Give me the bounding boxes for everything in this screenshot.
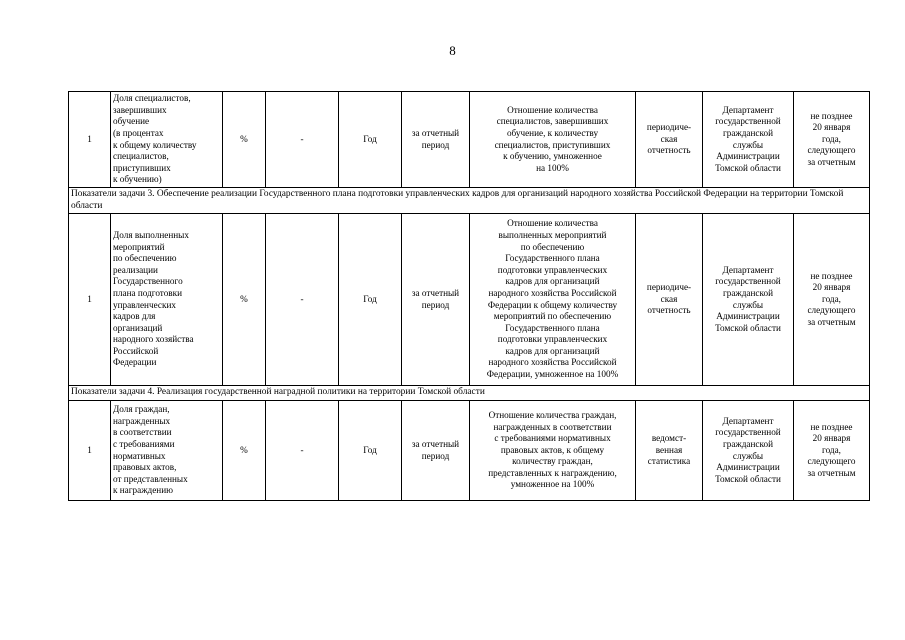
calculation-method-cell: Отношение количества выполненных мероприятий по обеспечению Государственного плана подготовки управленческих кадров для организаций народного хозяйства Российской Федерации к общему количеству мероприятий по обеспечению Государственного плана подготовки управленческих кадров для организаций народного хозяйства Российской Федерации, умноженное на 100% [470,214,636,386]
indicator-name-cell: Доля граждан, награжденных в соответствии с требованиями нормативных правовых актов, от представленных к награждению [111,401,223,501]
data-source-cell: периодиче- ская отчетность [636,92,703,188]
row-number-cell: 1 [69,92,111,188]
section-header-row [69,188,870,214]
page-number: 8 [449,43,456,58]
section-header: Показатели задачи 4. Реализация государственной наградной политики на территории Томской области [69,386,870,401]
time-characteristic-cell: за отчетный период [402,214,470,386]
deadline-cell: не позднее 20 января года, следующего за отчетным [794,92,870,188]
periodicity-cell: Год [339,401,402,501]
responsible-department-cell: Департамент государственной гражданской службы Администрации Томской области [703,214,794,386]
unit-cell: % [223,401,266,501]
data-source-cell: периодиче- ская отчетность [636,214,703,386]
time-characteristic-cell: за отчетный период [402,401,470,501]
row-number-cell: 1 [69,401,111,501]
dash-cell: - [266,92,339,188]
table-row [69,214,870,386]
responsible-department-cell: Департамент государственной гражданской службы Администрации Томской области [703,92,794,188]
unit-cell: % [223,92,266,188]
indicators-table [68,91,870,501]
unit-cell: % [223,214,266,386]
time-characteristic-cell: за отчетный период [402,92,470,188]
responsible-department-cell: Департамент государственной гражданской службы Администрации Томской области [703,401,794,501]
dash-cell: - [266,401,339,501]
table-row [69,92,870,188]
periodicity-cell: Год [339,92,402,188]
periodicity-cell: Год [339,214,402,386]
section-header-row [69,386,870,401]
table-row [69,401,870,501]
dash-cell: - [266,214,339,386]
indicator-name-cell: Доля выполненных мероприятий по обеспечению реализации Государственного плана подготовки управленческих кадров для организаций народного хозяйства Российской Федерации [111,214,223,386]
indicator-name-cell: Доля специалистов, завершивших обучение (в процентах к общему количеству специалистов, приступивших к обучению) [111,92,223,188]
data-source-cell: ведомст- венная статистика [636,401,703,501]
deadline-cell: не позднее 20 января года, следующего за отчетным [794,401,870,501]
calculation-method-cell: Отношение количества граждан, награжденных в соответствии с требованиями нормативных правовых актов, к общему количеству граждан, представленных к награждению, умноженное на 100% [470,401,636,501]
deadline-cell: не позднее 20 января года, следующего за отчетным [794,214,870,386]
row-number-cell: 1 [69,214,111,386]
calculation-method-cell: Отношение количества специалистов, завершивших обучение, к количеству специалистов, приступивших к обучению, умноженное на 100% [470,92,636,188]
section-header: Показатели задачи 3. Обеспечение реализации Государственного плана подготовки управленческих кадров для организаций народного хозяйства Российской Федерации на территории Томской области [69,188,870,214]
